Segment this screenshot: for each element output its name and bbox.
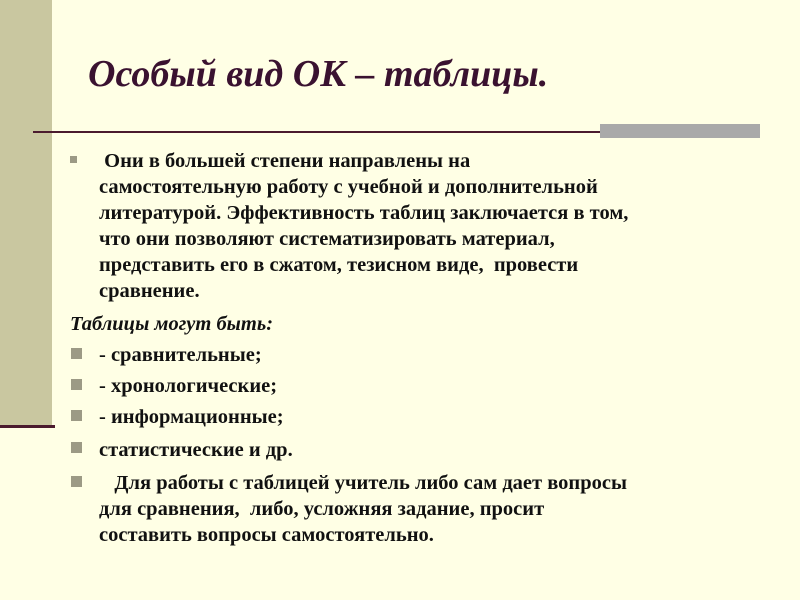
list-item: - хронологические; <box>99 375 278 397</box>
paragraph-intro <box>99 148 628 304</box>
paragraph-line: Для работы с таблицей учитель либо сам дает вопросы <box>99 472 627 494</box>
paragraph-line: сравнение. <box>99 280 200 302</box>
bullet-icon <box>71 379 82 390</box>
paragraph-line: литературой. Эффективность таблиц заключается в том, <box>99 202 629 224</box>
bullet-icon <box>71 410 82 421</box>
list-item: - информационные; <box>99 406 284 428</box>
paragraph-line: для сравнения, либо, усложняя задание, просит <box>99 498 545 520</box>
paragraph-line: Они в большей степени направлены на <box>99 150 471 172</box>
paragraph-line: представить его в сжатом, тезисном виде, провести <box>99 254 579 276</box>
list-item: статистические и др. <box>99 439 293 461</box>
paragraph-line: составить вопросы самостоятельно. <box>99 524 434 546</box>
paragraph-line: что они позволяют систематизировать материал, <box>99 228 555 250</box>
bullet-icon <box>71 442 82 453</box>
slide-title: Особый вид ОК – таблицы. <box>88 53 549 95</box>
tables-heading: Таблицы могут быть: <box>70 313 274 335</box>
list-item: - сравнительные; <box>99 344 262 366</box>
paragraph-line: самостоятельную работу с учебной и дополнительной <box>99 176 598 198</box>
bullet-icon <box>70 156 77 163</box>
bullet-icon <box>71 476 82 487</box>
paragraph-method <box>99 470 627 548</box>
bullet-icon <box>71 348 82 359</box>
